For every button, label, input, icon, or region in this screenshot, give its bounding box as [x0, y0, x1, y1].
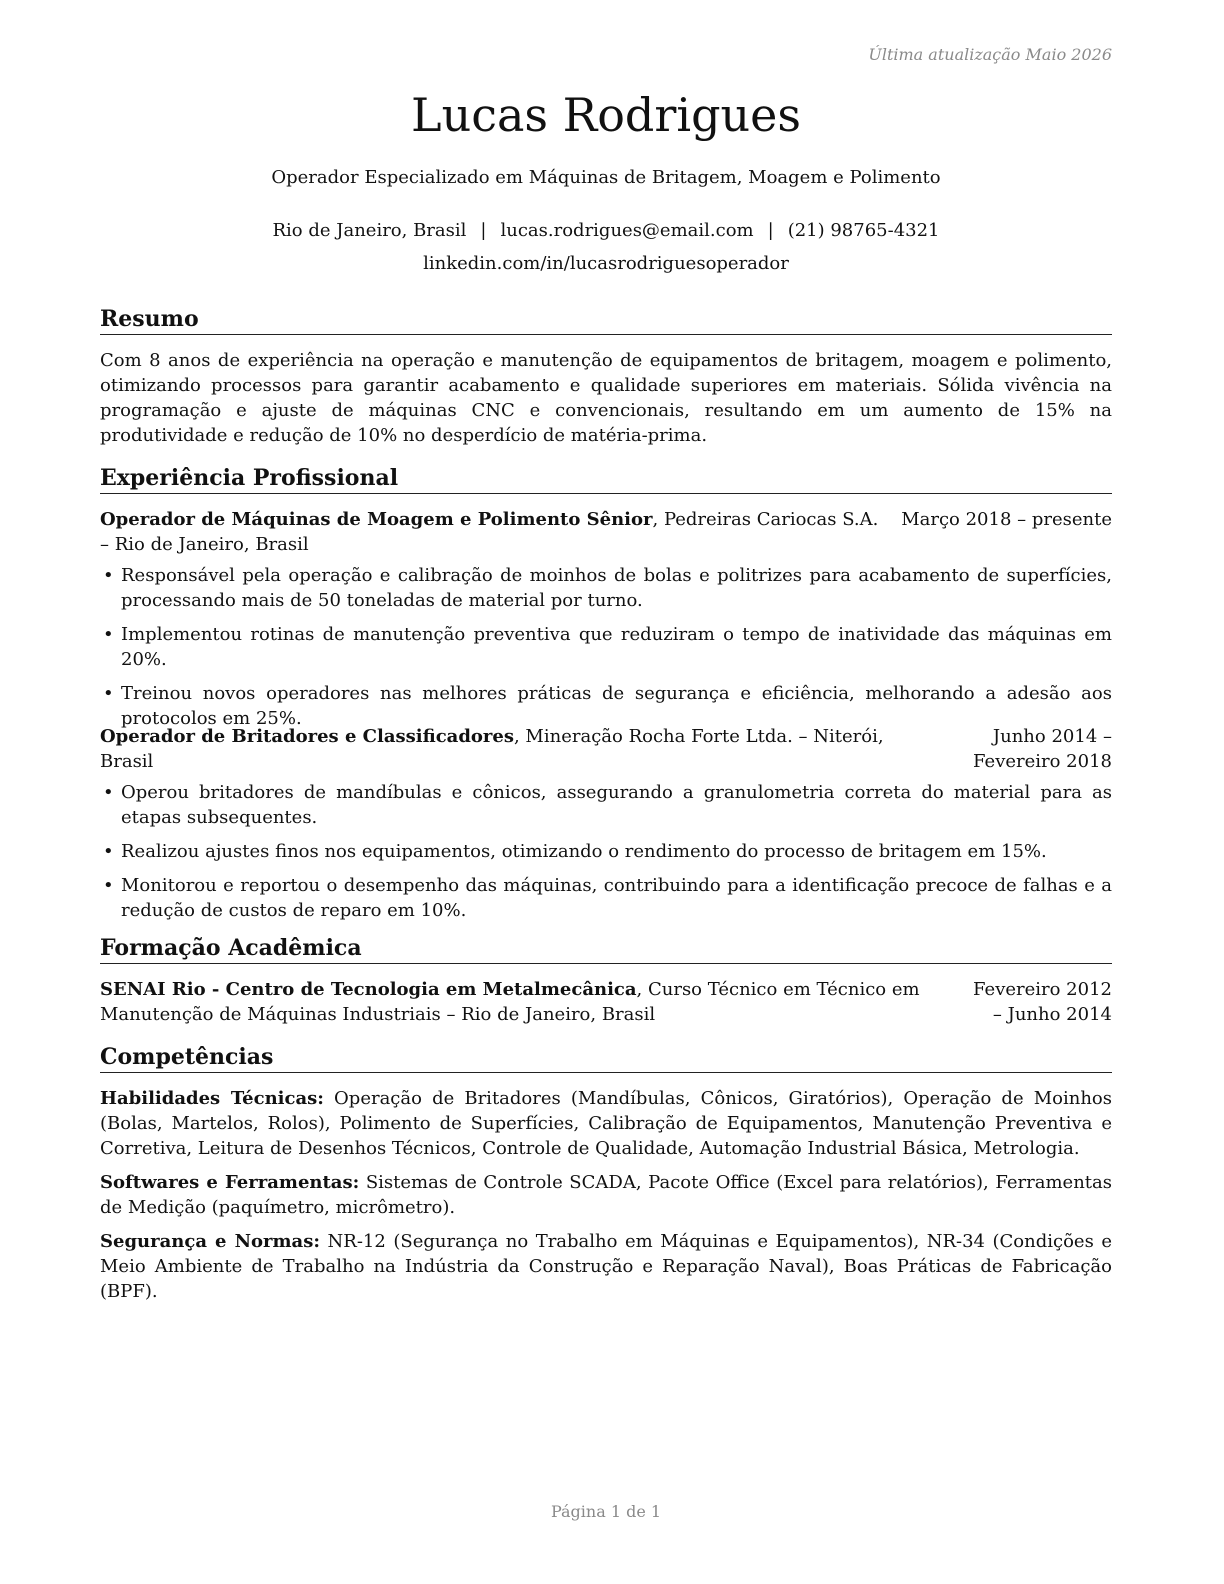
education-line	[100, 977, 960, 1027]
bullet-text: Responsável pela operação e calibração de moinhos de bolas e politrizes para acabamento de superfícies, processando mais de 50 toneladas de material por turno.	[121, 565, 1112, 611]
summary-text: Com 8 anos de experiência na operação e manutenção de equipamentos de britagem, moagem e polimento, otimizando processos para garantir acabamento e qualidade superiores em materiais. Sólida vivência na programação e ajuste de máquinas CNC e convencionais, resultando em um aumento de 15% na produtividade e redução de 10% no desperdício de matéria-prima.	[100, 350, 1112, 446]
bullet-icon: •	[103, 565, 114, 586]
list-item	[100, 563, 1112, 613]
course: , Curso Técnico em Técnico em Manutenção de Máquinas Industriais – Rio de Janeiro, Brasil	[100, 979, 920, 1025]
section-title-summary: Resumo	[100, 306, 1112, 335]
list-item	[100, 873, 1112, 923]
section-title-skills: Competências	[100, 1044, 1112, 1073]
contact-line	[0, 220, 1212, 241]
job-header	[100, 724, 1112, 774]
phone: (21) 98765-4321	[787, 220, 940, 241]
separator: |	[767, 220, 774, 241]
bullet-icon: •	[103, 782, 114, 803]
bullet-text: Realizou ajustes finos nos equipamentos, otimizando o rendimento do processo de britagem em 15%.	[121, 841, 1047, 862]
candidate-name: Lucas Rodrigues	[411, 88, 801, 142]
skills-label: Segurança e Normas:	[100, 1231, 321, 1252]
headline: Operador Especializado em Máquinas de Britagem, Moagem e Polimento	[271, 167, 941, 188]
bullet-icon: •	[103, 875, 114, 896]
job-dates: Junho 2014 – Fevereiro 2018	[973, 726, 1112, 772]
bullet-text: Treinou novos operadores nas melhores práticas de segurança e eficiência, melhorando a adesão aos protocolos em 25%.	[121, 683, 1112, 729]
bullet-icon: •	[103, 683, 114, 704]
institution: SENAI Rio - Centro de Tecnologia em Metalmecânica	[100, 979, 637, 1000]
job-company: , Mineração Rocha Forte Ltda. – Niterói, Brasil	[100, 726, 884, 772]
skills-label: Habilidades Técnicas:	[100, 1088, 324, 1109]
skills-group	[100, 1229, 1112, 1304]
job-header	[100, 507, 1112, 557]
education-dates: Fevereiro 2012 – Junho 2014	[973, 979, 1112, 1025]
list-item	[100, 780, 1112, 830]
job-bullets	[100, 780, 1112, 932]
last-updated: Última atualização Maio 2026	[868, 45, 1112, 64]
section-title-experience: Experiência Profissional	[100, 465, 1112, 494]
skills-text: NR-12 (Segurança no Trabalho em Máquinas e Equipamentos), NR-34 (Condições e Meio Ambiente de Trabalho na Indústria da Construção e Reparação Naval), Boas Práticas de Fabricação (BPF).	[100, 1231, 1113, 1302]
job-role: Operador de Máquinas de Moagem e Polimento Sênior	[100, 509, 653, 530]
job-title-line	[100, 724, 900, 774]
skills-label: Softwares e Ferramentas:	[100, 1172, 360, 1193]
page-number: Página 1 de 1	[550, 1502, 662, 1521]
bullet-text: Operou britadores de mandíbulas e cônicos, assegurando a granulometria correta do material para as etapas subsequentes.	[121, 782, 1112, 828]
list-item	[100, 839, 1112, 864]
location: Rio de Janeiro, Brasil	[272, 220, 467, 241]
bullet-icon: •	[103, 624, 114, 645]
job-dates: Março 2018 – presente	[901, 509, 1112, 530]
list-item	[100, 622, 1112, 672]
email-link[interactable]: lucas.rodrigues@email.com	[500, 220, 754, 241]
bullet-text: Implementou rotinas de manutenção preventiva que reduziram o tempo de inatividade das máquinas em 20%.	[121, 624, 1112, 670]
separator: |	[480, 220, 487, 241]
skills-text: Sistemas de Controle SCADA, Pacote Office (Excel para relatórios), Ferramentas de Medição (paquímetro, micrômetro).	[100, 1172, 1112, 1218]
skills-text: Operação de Britadores (Mandíbulas, Cônicos, Giratórios), Operação de Moinhos (Bolas, Martelos, Rolos), Polimento de Superfícies, Calibração de Equipamentos, Manutenção Preventiva e Corretiva, Leitura de Desenhos Técnicos, Controle de Qualidade, Automação Industrial Básica, Metrologia.	[100, 1088, 1112, 1159]
bullet-icon: •	[103, 841, 114, 862]
job-company: , Pedreiras Cariocas S.A. – Rio de Janeiro, Brasil	[100, 509, 879, 555]
skills-group	[100, 1170, 1112, 1220]
linkedin-link[interactable]: linkedin.com/in/lucasrodriguesoperador	[423, 253, 789, 274]
bullet-text: Monitorou e reportou o desempenho das máquinas, contribuindo para a identificação precoce de falhas e a redução de custos de reparo em 10%.	[121, 875, 1112, 921]
skills-group	[100, 1086, 1112, 1161]
job-role: Operador de Britadores e Classificadores	[100, 726, 514, 747]
job-bullets	[100, 563, 1112, 740]
education-entry	[100, 977, 1112, 1027]
section-title-education: Formação Acadêmica	[100, 935, 1112, 964]
job-title-line	[100, 507, 880, 557]
